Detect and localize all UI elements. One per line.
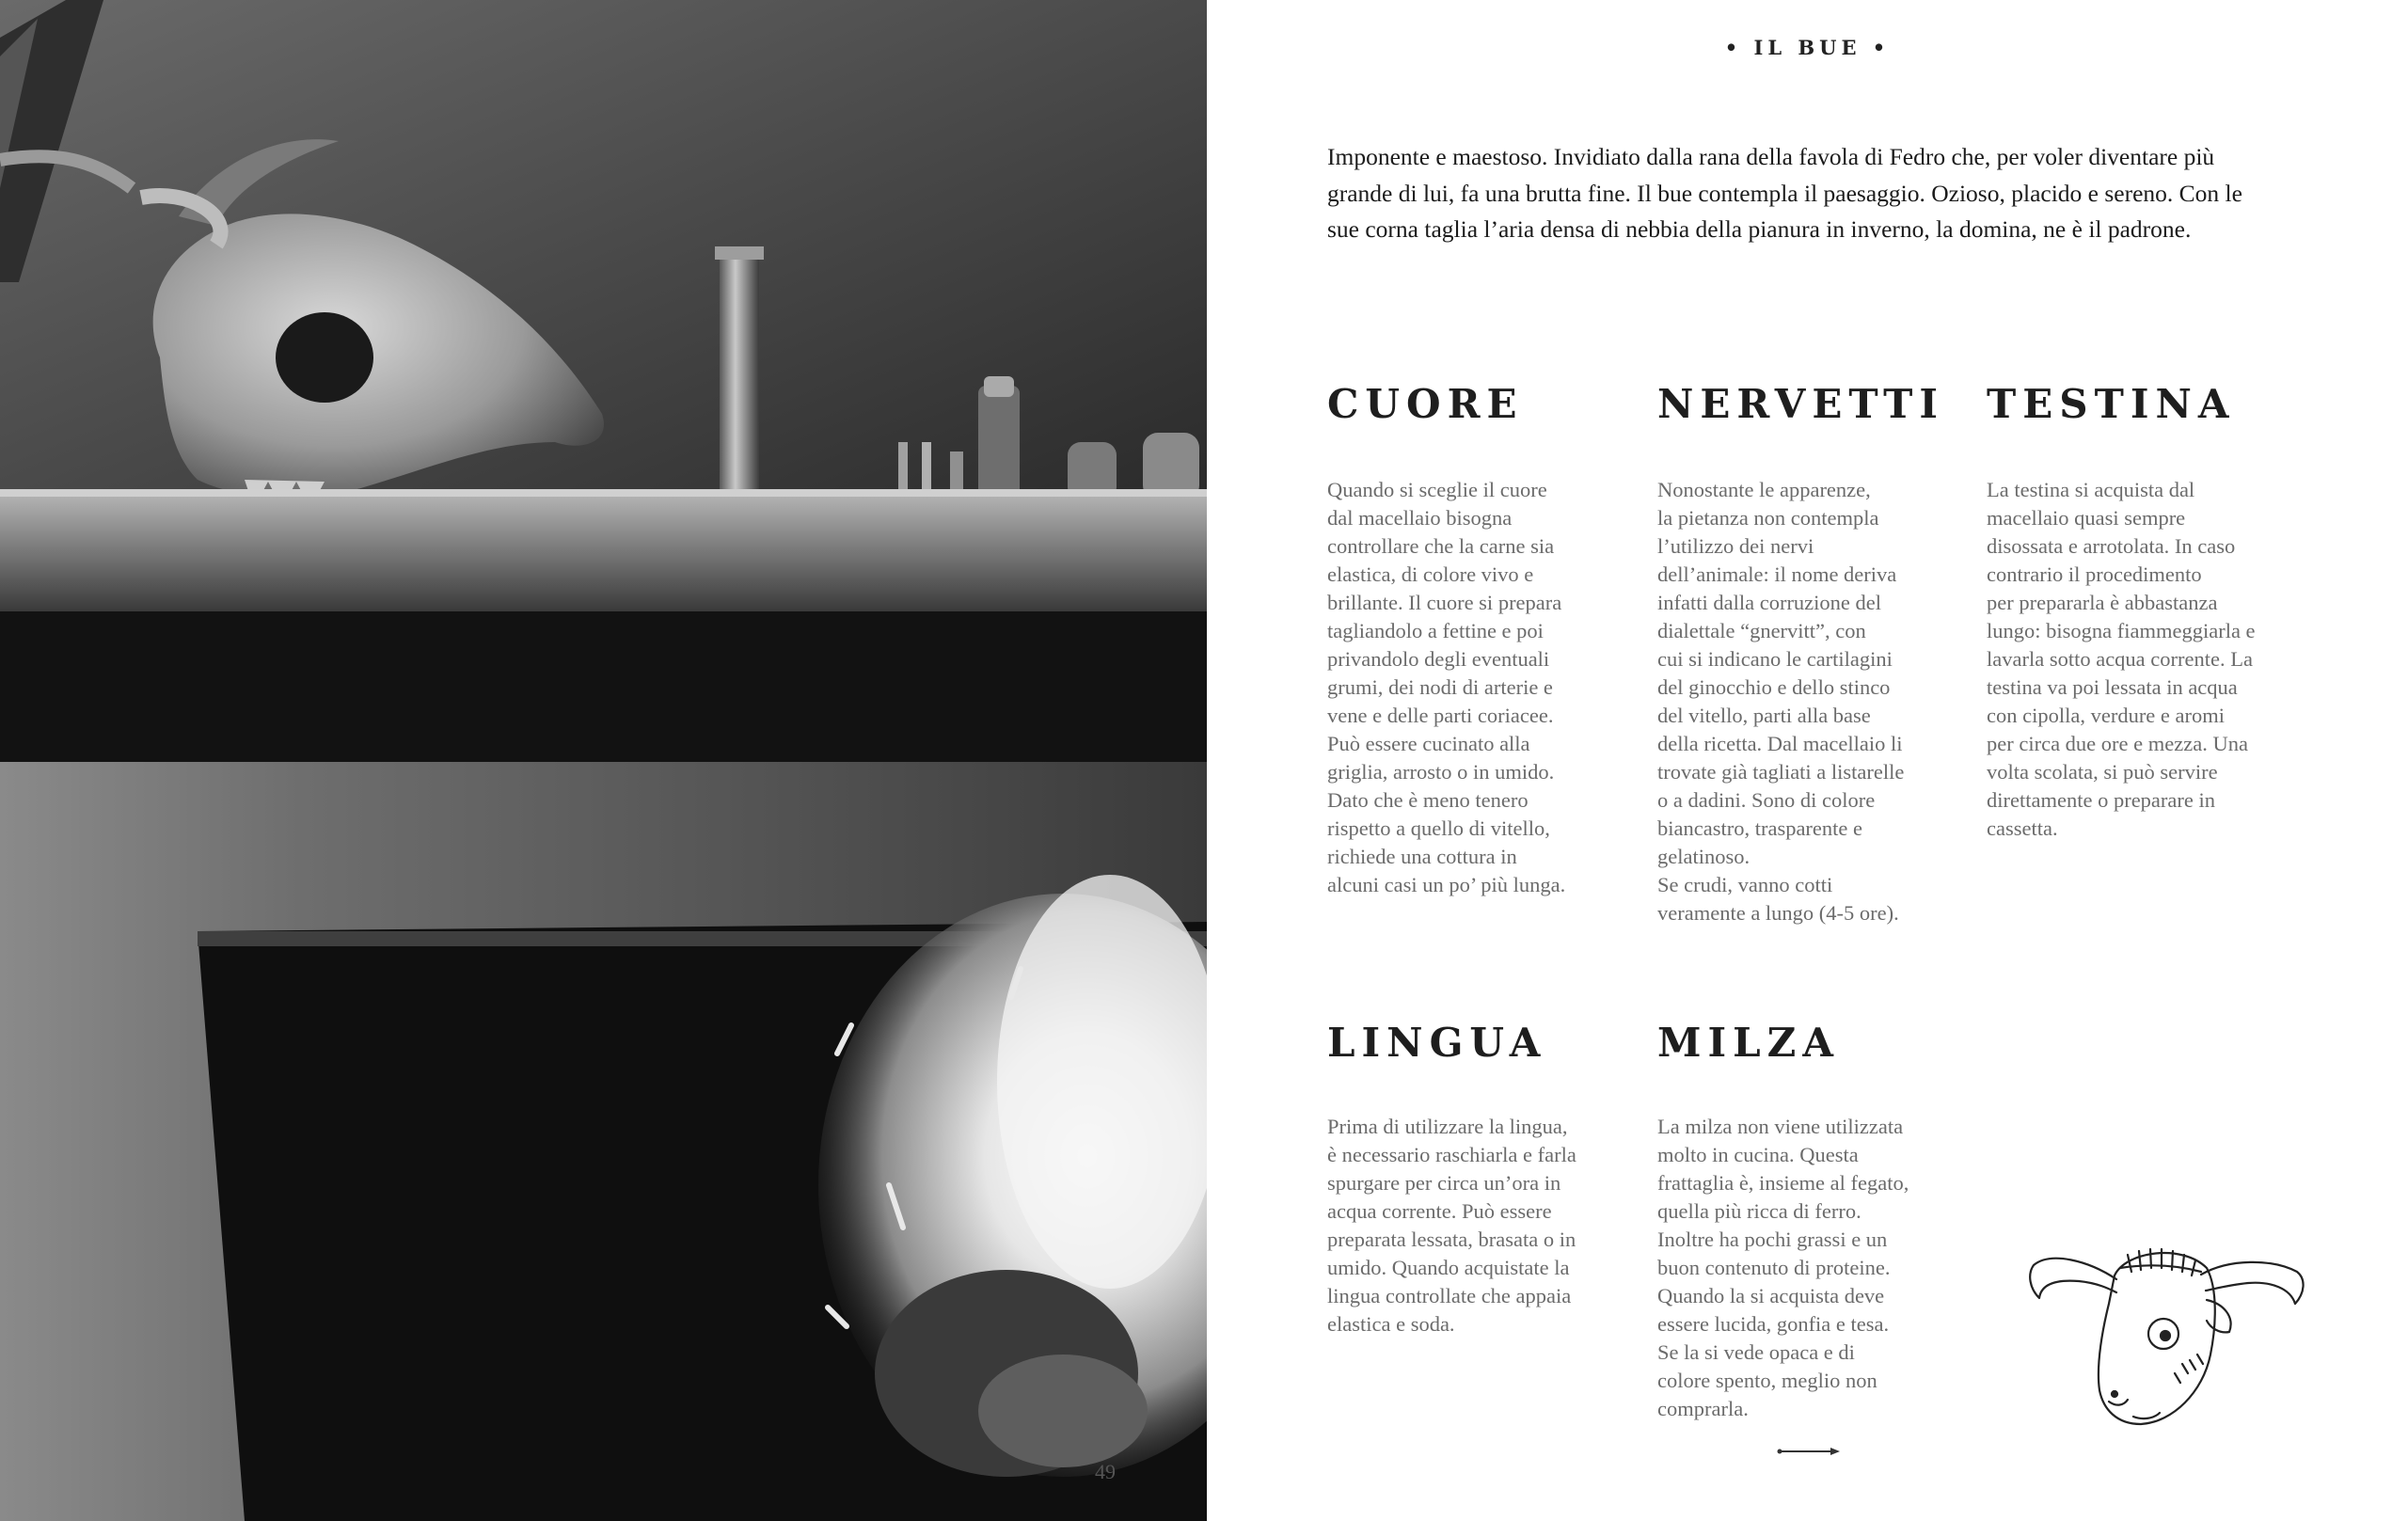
- page-number: 49: [1095, 1460, 1116, 1483]
- section-body-lingua: Prima di utilizzare la lingua, è necessario raschiarla e farla spurgare per circa un’ora in acqua corrente. Può essere preparata lessata, brasata o in umido. Quando acquistate la lingua controllate che appaia elastica e soda.: [1327, 1115, 1576, 1336]
- page-arrow-icon: [1776, 1447, 1842, 1456]
- section-title-cuore: CUORE: [1327, 381, 1524, 427]
- section-body-milza: La milza non viene utilizzata molto in cucina. Questa frattaglia è, insieme al fegato, quella più ricca di ferro. Inoltre ha pochi grassi e un buon contenuto di proteine. Quando la si acquista deve essere lucida, gonfia e tesa. Se la si vede opaca e di colore spento, meglio non comprarla.: [1657, 1115, 1909, 1420]
- section-title-milza: MILZA: [1657, 1020, 1840, 1066]
- section-body-nervetti: Nonostante le apparenze, la pietanza non contempla l’utilizzo dei nervi dell’animale: il nome deriva infatti dalla corruzione del dialettale “gnervitt”, con cui si indicano le cartilagini del ginocchio e dello stinco del vitello, parti alla base della ricetta. Dal macellaio li trovate già tagliati a listarelle o a dadini. Sono di colore biancastro, trasparente e gelatinoso. Se crudi, vanno cotti veramente a lungo (4-5 ore).: [1657, 478, 1905, 925]
- ox-head-drawing-icon: [2022, 1223, 2314, 1439]
- section-body-testina: La testina si acquista dal macellaio quasi sempre disossata e arrotolata. In caso contrario il procedimento per prepararla è abbastanza lungo: bisogna fiammeggiarla e lavarla sotto acqua corrente. La testina va poi lessata in acqua con cipolla, verdure e aromi per circa due ore e mezza. Una volta scolata, si può servire direttamente o preparare in cassetta.: [1987, 478, 2256, 840]
- section-body-cuore: Quando si sceglie il cuore dal macellaio bisogna controllare che la carne sia elastica, di colore vivo e brillante. Il cuore si prepara tagliandolo a fettine e poi privandolo degli eventuali grumi, dei nodi di arterie e vene e delle parti coriacee. Può essere cucinato alla griglia, arrosto o in umido. Dato che è meno tenero rispetto a quello di vitello, richiede una cottura in alcuni casi un po’ più lunga.: [1327, 478, 1566, 896]
- section-title-testina: TESTINA: [1987, 381, 2236, 427]
- intro-paragraph: Imponente e maestoso. Invidiato dalla rana della favola di Fedro che, per voler diventare più grande di lui, fa una brutta fine. Il bue contempla il paesaggio. Ozioso, placido e sereno. Con le sue corna taglia l’aria densa di nebbia della pianura in inverno, la domina, ne è il padrone.: [1327, 143, 2242, 243]
- section-title-nervetti: NERVETTI: [1657, 381, 1945, 427]
- section-title-lingua: LINGUA: [1327, 1020, 1547, 1066]
- running-head: • IL BUE •: [1724, 36, 1891, 59]
